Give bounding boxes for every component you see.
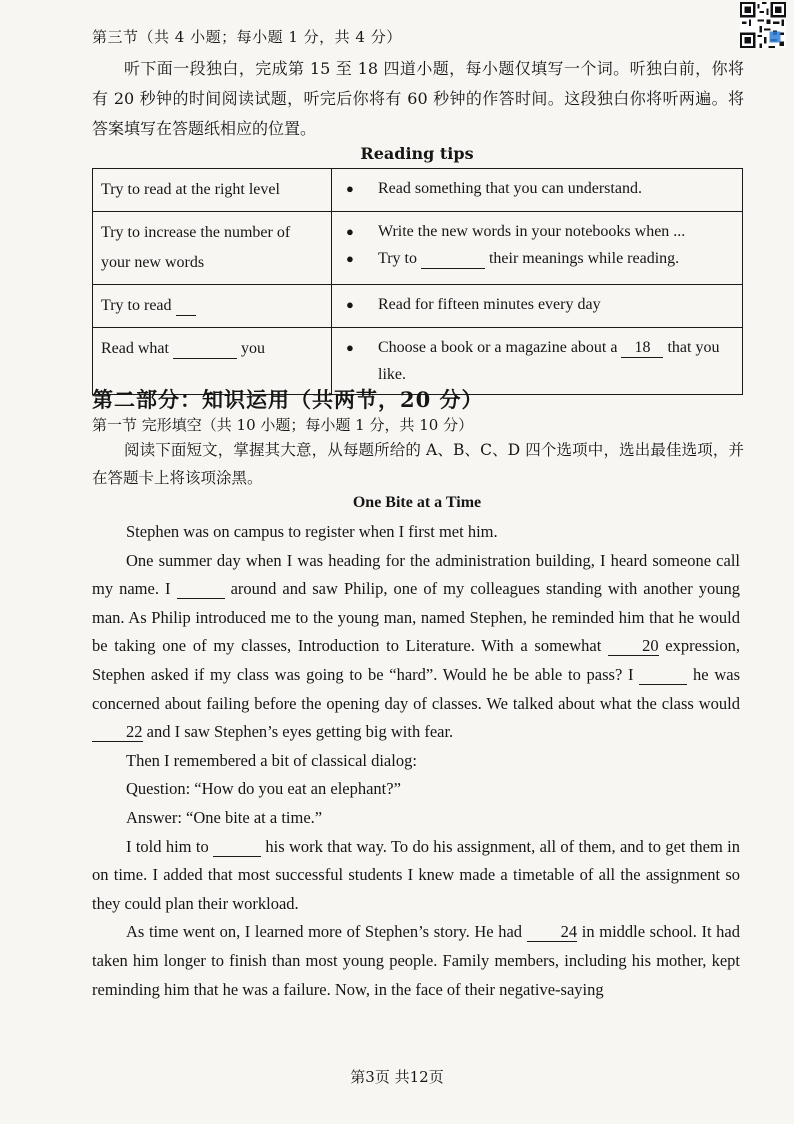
story-paragraph: Stephen was on campus to register when I first met him. bbox=[126, 522, 498, 541]
answer-blank-18[interactable]: 18 bbox=[621, 339, 663, 358]
story-text bbox=[92, 518, 740, 1004]
tip-label: Try to read bbox=[93, 285, 332, 328]
answer-blank-20[interactable]: 20 bbox=[608, 637, 659, 656]
answer-blank-21[interactable] bbox=[639, 666, 687, 685]
tip-label: Try to increase the number of your new words bbox=[93, 212, 332, 285]
tip-detail: ● Read for fifteen minutes every day bbox=[332, 285, 743, 328]
reading-tips-title: Reading tips bbox=[360, 144, 474, 163]
bullet-icon: ● bbox=[346, 340, 354, 355]
story-paragraph: Question: “How do you eat an elephant?” bbox=[126, 779, 401, 799]
tip-detail: ● Read something that you can understand. bbox=[332, 169, 743, 212]
bullet-icon: ● bbox=[346, 181, 354, 196]
tip-label: Try to read at the right level bbox=[93, 169, 332, 212]
story-paragraph: Then I remembered a bit of classical dialog: bbox=[126, 750, 417, 770]
table-row bbox=[93, 212, 743, 285]
qr-code-icon bbox=[740, 2, 786, 48]
tip-detail: ● Choose a book or a magazine about a 18 that you like. bbox=[332, 328, 743, 395]
answer-blank-16[interactable] bbox=[421, 250, 485, 269]
tip-label: Read what you bbox=[93, 328, 332, 395]
bullet-icon: ● bbox=[346, 224, 354, 239]
page-number: 第3页 共12页 bbox=[350, 1068, 444, 1086]
cloze-instructions: 阅读下面短文，掌握其大意，从每题所给的 A、B、C、D 四个选项中，选出最佳选项，并在答题卡上将该项涂黑。 bbox=[92, 441, 744, 487]
table-row bbox=[93, 285, 743, 328]
table-row bbox=[93, 169, 743, 212]
answer-blank-23[interactable] bbox=[213, 838, 261, 857]
answer-blank-19[interactable] bbox=[177, 580, 225, 599]
part-title: 第二部分：知识运用（共两节，20 分） bbox=[92, 387, 484, 412]
answer-blank-22[interactable]: 22 bbox=[92, 723, 143, 742]
story-paragraph: Answer: “One bite at a time.” bbox=[126, 807, 323, 827]
answer-blank[interactable] bbox=[173, 340, 237, 359]
story-title: One Bite at a Time bbox=[352, 494, 482, 511]
reading-tips-table bbox=[92, 168, 743, 395]
section-title: 第三节（共 4 小题；每小题 1 分，共 4 分） bbox=[92, 28, 402, 46]
tip-detail: ● Write the new words in your notebooks when ... ● Try to their meanings while reading. bbox=[332, 212, 743, 285]
story-paragraph: One summer day when I was heading for the administration building, I heard someone call my name. I around and saw Philip, one of my colleagues standing with another young man. As Philip introduced me to the young man, named Stephen, he reminded him that he would be taking one of my classes, Introduction to Literature. With a somewhat 20 expression, Stephen asked if my class was going to be “hard”. Would he be able to pass? I he was concerned about failing before the opening day of classes. We talked about what the class would 22 and I saw Stephen’s eyes getting big with fear. bbox=[92, 550, 741, 742]
answer-blank-24[interactable]: 24 bbox=[527, 923, 578, 942]
listening-instructions: 听下面一段独白，完成第 15 至 18 四道小题，每小题仅填写一个词。听独白前，你将有 20 秒钟的时间阅读试题，听完后你将有 60 秒钟的作答时间。这段独白你将听两遍。将答案填写在答题纸相应的位置。 bbox=[92, 59, 744, 138]
cloze-section-title: 第一节 完形填空（共 10 小题；每小题 1 分，共 10 分） bbox=[92, 416, 474, 434]
answer-blank-17[interactable] bbox=[176, 297, 196, 316]
bullet-icon: ● bbox=[346, 297, 354, 312]
bullet-icon: ● bbox=[346, 251, 354, 266]
story-paragraph: I told him to his work that way. To do his assignment, all of them, and to get them in on time. I added that most successful students I knew made a timetable of all the assignment so they could plan their workload. bbox=[92, 836, 740, 913]
story-paragraph: As time went on, I learned more of Stephen’s story. He had 24 in middle school. It had taken him longer to finish than most young people. Family members, including his mother, kept reminding him that he was a failure. Now, in the face of their negative-saying bbox=[92, 922, 741, 999]
